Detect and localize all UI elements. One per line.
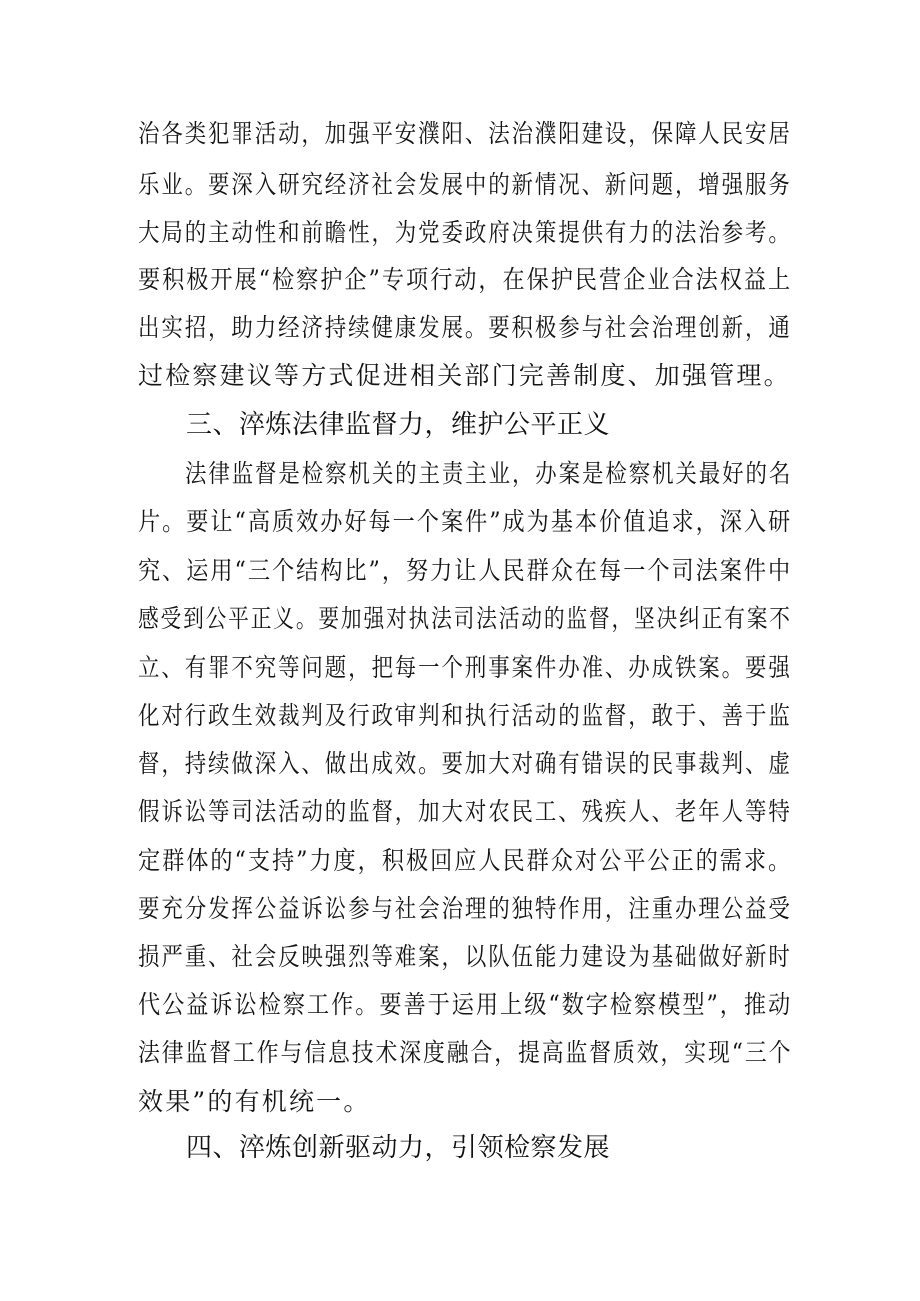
body-text-line: 大局的主动性和前瞻性，为党委政府决策提供有力的法治参考。	[138, 218, 792, 247]
body-text-line: 法律监督工作与信息技术深度融合，提高监督质效，实现“三个	[138, 1038, 793, 1067]
body-text-line: 究、运用“三个结构比”，努力让人民群众在每一个司法案件中	[138, 556, 793, 585]
body-text-line: 代公益诉讼检察工作。要善于运用上级“数字检察模型”，推动	[138, 990, 793, 1019]
body-text-line: 片。要让“高质效办好每一个案件”成为基本价值追求，深入研	[138, 507, 793, 536]
body-text-line: 定群体的“支持”力度，积极回应人民群众对公平公正的需求。	[138, 846, 793, 875]
section-heading-3: 三、淬炼法律监督力，维护公平正义	[186, 410, 611, 440]
body-text-line: 要充分发挥公益诉讼参与社会治理的独特作用，注重办理公益受	[138, 894, 792, 923]
body-text-line: 乐业。要深入研究经济社会发展中的新情况、新问题，增强服务	[138, 170, 792, 199]
body-text-line: 出实招，助力经济持续健康发展。要积极参与社会治理创新，通	[138, 313, 792, 342]
body-text-line: 过检察建议等方式促进相关部门完善制度、加强管理。	[138, 361, 791, 390]
body-text-line: 化对行政生效裁判及行政审判和执行活动的监督，敢于、善于监	[138, 701, 792, 730]
body-text-line: 感受到公平正义。要加强对执法司法活动的监督，坚决纠正有案不	[138, 604, 792, 633]
body-text-line: 督，持续做深入、做出成效。要加大对确有错误的民事裁判、虚	[138, 749, 792, 778]
body-text-line: 损严重、社会反映强烈等难案，以队伍能力建设为基础做好新时	[138, 942, 792, 971]
body-text-line: 效果”的有机统一。	[138, 1087, 371, 1116]
body-text-line: 要积极开展“检察护企”专项行动，在保护民营企业合法权益上	[138, 265, 793, 294]
body-text-line: 假诉讼等司法活动的监督，加大对农民工、残疾人、老年人等特	[138, 797, 792, 826]
section-heading-4: 四、淬炼创新驱动力，引领检察发展	[186, 1133, 611, 1163]
body-text-line: 法律监督是检察机关的主责主业，办案是检察机关最好的名	[185, 459, 793, 488]
body-text-line: 立、有罪不究等问题，把每一个刑事案件办准、办成铁案。要强	[138, 653, 792, 682]
body-text-line: 治各类犯罪活动，加强平安濮阳、法治濮阳建设，保障人民安居	[138, 119, 792, 148]
